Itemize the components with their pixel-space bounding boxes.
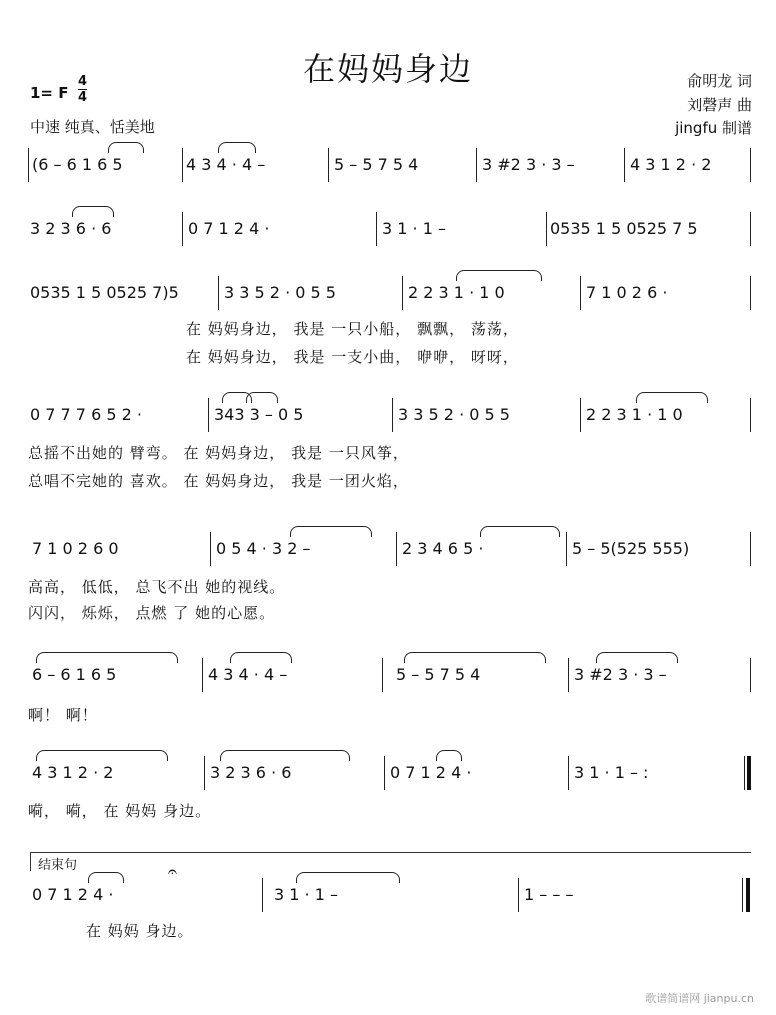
score-row-8: [28, 880, 752, 910]
measure: 4 3 4 · 4 –: [186, 155, 266, 174]
measure: 2 2 3 1 · 1 0: [408, 283, 505, 302]
time-signature-top: 4: [78, 74, 88, 89]
ending-bracket: [30, 852, 751, 871]
slur: [636, 392, 708, 403]
barline: [28, 148, 29, 182]
measure: 3 1 · 1 –: [274, 885, 338, 904]
watermark: 歌谱简谱网 jianpu.cn: [645, 992, 754, 1005]
composer-credit: 刘磬声 曲: [687, 96, 752, 114]
measure: 3 #2 3 · 3 –: [482, 155, 575, 174]
lyrics-ending: 在 妈妈 身边。: [86, 922, 194, 940]
barline: [218, 276, 219, 310]
barline: [476, 148, 477, 182]
measure: 4 3 1 2 · 2: [32, 763, 114, 782]
ending-label: 结束句: [38, 858, 78, 873]
tempo-marking: 中速 纯真、恬美地: [30, 118, 155, 136]
lyrics-verse-1: 高高， 低低， 总飞不出 她的视线。: [28, 578, 286, 596]
barline: [750, 212, 751, 246]
measure: 4 3 4 · 4 –: [208, 665, 288, 684]
barline: [262, 878, 263, 912]
lyrics-verse-1: 总摇不出她的 臂弯。 在 妈妈身边， 我是 一只风筝，: [28, 444, 409, 462]
lyrics-verse-2: 闪闪， 烁烁， 点燃 了 她的心愿。: [28, 604, 276, 622]
score-row-2: [28, 214, 752, 244]
barline: [580, 398, 581, 432]
barline: [568, 756, 569, 790]
measure: 5 – 5 7 5 4: [334, 155, 419, 174]
time-signature-bottom: 4: [78, 90, 88, 105]
score-row-7: [28, 758, 752, 788]
measure: 0 7 1 2 4 ·: [390, 763, 472, 782]
score-row-6: [28, 660, 752, 690]
lyrics-verse-1: 在 妈妈身边， 我是 一只小船， 飘飘， 荡荡，: [186, 320, 519, 338]
lyrics-verse-2: 在 妈妈身边， 我是 一支小曲， 咿咿， 呀呀，: [186, 348, 519, 366]
slur: [246, 392, 278, 403]
barline: [566, 532, 567, 566]
measure: 3 3 5 2 · 0 5 5: [398, 405, 510, 424]
measure: 5 – 5(525 555): [572, 539, 690, 558]
measure: 3 #2 3 · 3 –: [574, 665, 667, 684]
arranger-credit: jingfu 制谱: [675, 119, 752, 137]
barline: [382, 658, 383, 692]
slur: [596, 652, 678, 663]
lyrics-line: 嗬， 嗬， 在 妈妈 身边。: [28, 802, 212, 820]
slur: [108, 142, 144, 153]
slur: [436, 750, 462, 761]
measure: 1 – – –: [524, 885, 574, 904]
slur: [36, 652, 178, 663]
final-barline: [742, 878, 743, 912]
barline: [750, 658, 751, 692]
measure: 7 1 0 2 6 0: [32, 539, 119, 558]
barline: [384, 756, 385, 790]
measure: (6 – 6 1 6 5: [32, 155, 123, 174]
song-title: 在妈妈身边: [302, 50, 473, 88]
barline: [750, 276, 751, 310]
repeat-barline-thick: [747, 756, 751, 790]
slur: [456, 270, 542, 281]
lyrics-verse-2: 总唱不完她的 喜欢。 在 妈妈身边， 我是 一团火焰，: [28, 472, 409, 490]
repeat-barline: [744, 756, 745, 790]
lyricist-credit: 俞明龙 词: [687, 72, 752, 90]
slur: [296, 872, 400, 883]
barline: [376, 212, 377, 246]
measure: 0 7 1 2 4 ·: [32, 885, 114, 904]
measure: 3 2 3 6 · 6: [30, 219, 112, 238]
barline: [750, 398, 751, 432]
barline: [546, 212, 547, 246]
barline: [202, 658, 203, 692]
barline: [396, 532, 397, 566]
measure: 7 1 0 2 6 ·: [586, 283, 668, 302]
barline: [750, 148, 751, 182]
slur: [220, 750, 350, 761]
measure: 5 – 5 7 5 4: [396, 665, 481, 684]
measure: 0535 1 5 0525 7 5: [550, 219, 698, 238]
measure: 2 2 3 1 · 1 0: [586, 405, 683, 424]
measure: 6 – 6 1 6 5: [32, 665, 117, 684]
barline: [182, 148, 183, 182]
fermata-icon: 𝄐: [168, 862, 177, 881]
barline: [208, 398, 209, 432]
slur: [88, 872, 124, 883]
score-row-4: [28, 400, 752, 430]
measure: 0 5 4 · 3 2 –: [216, 539, 311, 558]
barline: [392, 398, 393, 432]
barline: [204, 756, 205, 790]
key-signature: 1= F: [30, 84, 69, 102]
barline: [750, 532, 751, 566]
measure: 3 1 · 1 –: [382, 219, 446, 238]
measure: 3 3 5 2 · 0 5 5: [224, 283, 336, 302]
slur: [404, 652, 546, 663]
measure: 3 1 · 1 – :: [574, 763, 649, 782]
barline: [328, 148, 329, 182]
barline: [568, 658, 569, 692]
barline: [518, 878, 519, 912]
barline: [210, 532, 211, 566]
barline: [580, 276, 581, 310]
measure: 2 3 4 6 5 ·: [402, 539, 484, 558]
score-row-1: [28, 150, 752, 180]
slur: [218, 142, 256, 153]
barline: [182, 212, 183, 246]
barline: [402, 276, 403, 310]
slur: [290, 526, 372, 537]
final-barline-thick: [746, 878, 750, 912]
lyrics-line: 啊！ 啊！: [28, 706, 98, 724]
slur: [230, 652, 292, 663]
measure: 0 7 7 7 6 5 2 ·: [30, 405, 142, 424]
measure: 4 3 1 2 · 2: [630, 155, 712, 174]
score-row-5: [28, 534, 752, 564]
score-row-3: [28, 278, 752, 308]
measure: 0 7 1 2 4 ·: [188, 219, 270, 238]
time-signature: [78, 74, 87, 105]
measure: 3 2 3 6 · 6: [210, 763, 292, 782]
slur: [480, 526, 560, 537]
measure: 0535 1 5 0525 7)5: [30, 283, 179, 302]
barline: [624, 148, 625, 182]
slur: [36, 750, 168, 761]
measure: 343 3 – 0 5: [214, 405, 304, 424]
slur: [72, 206, 114, 217]
